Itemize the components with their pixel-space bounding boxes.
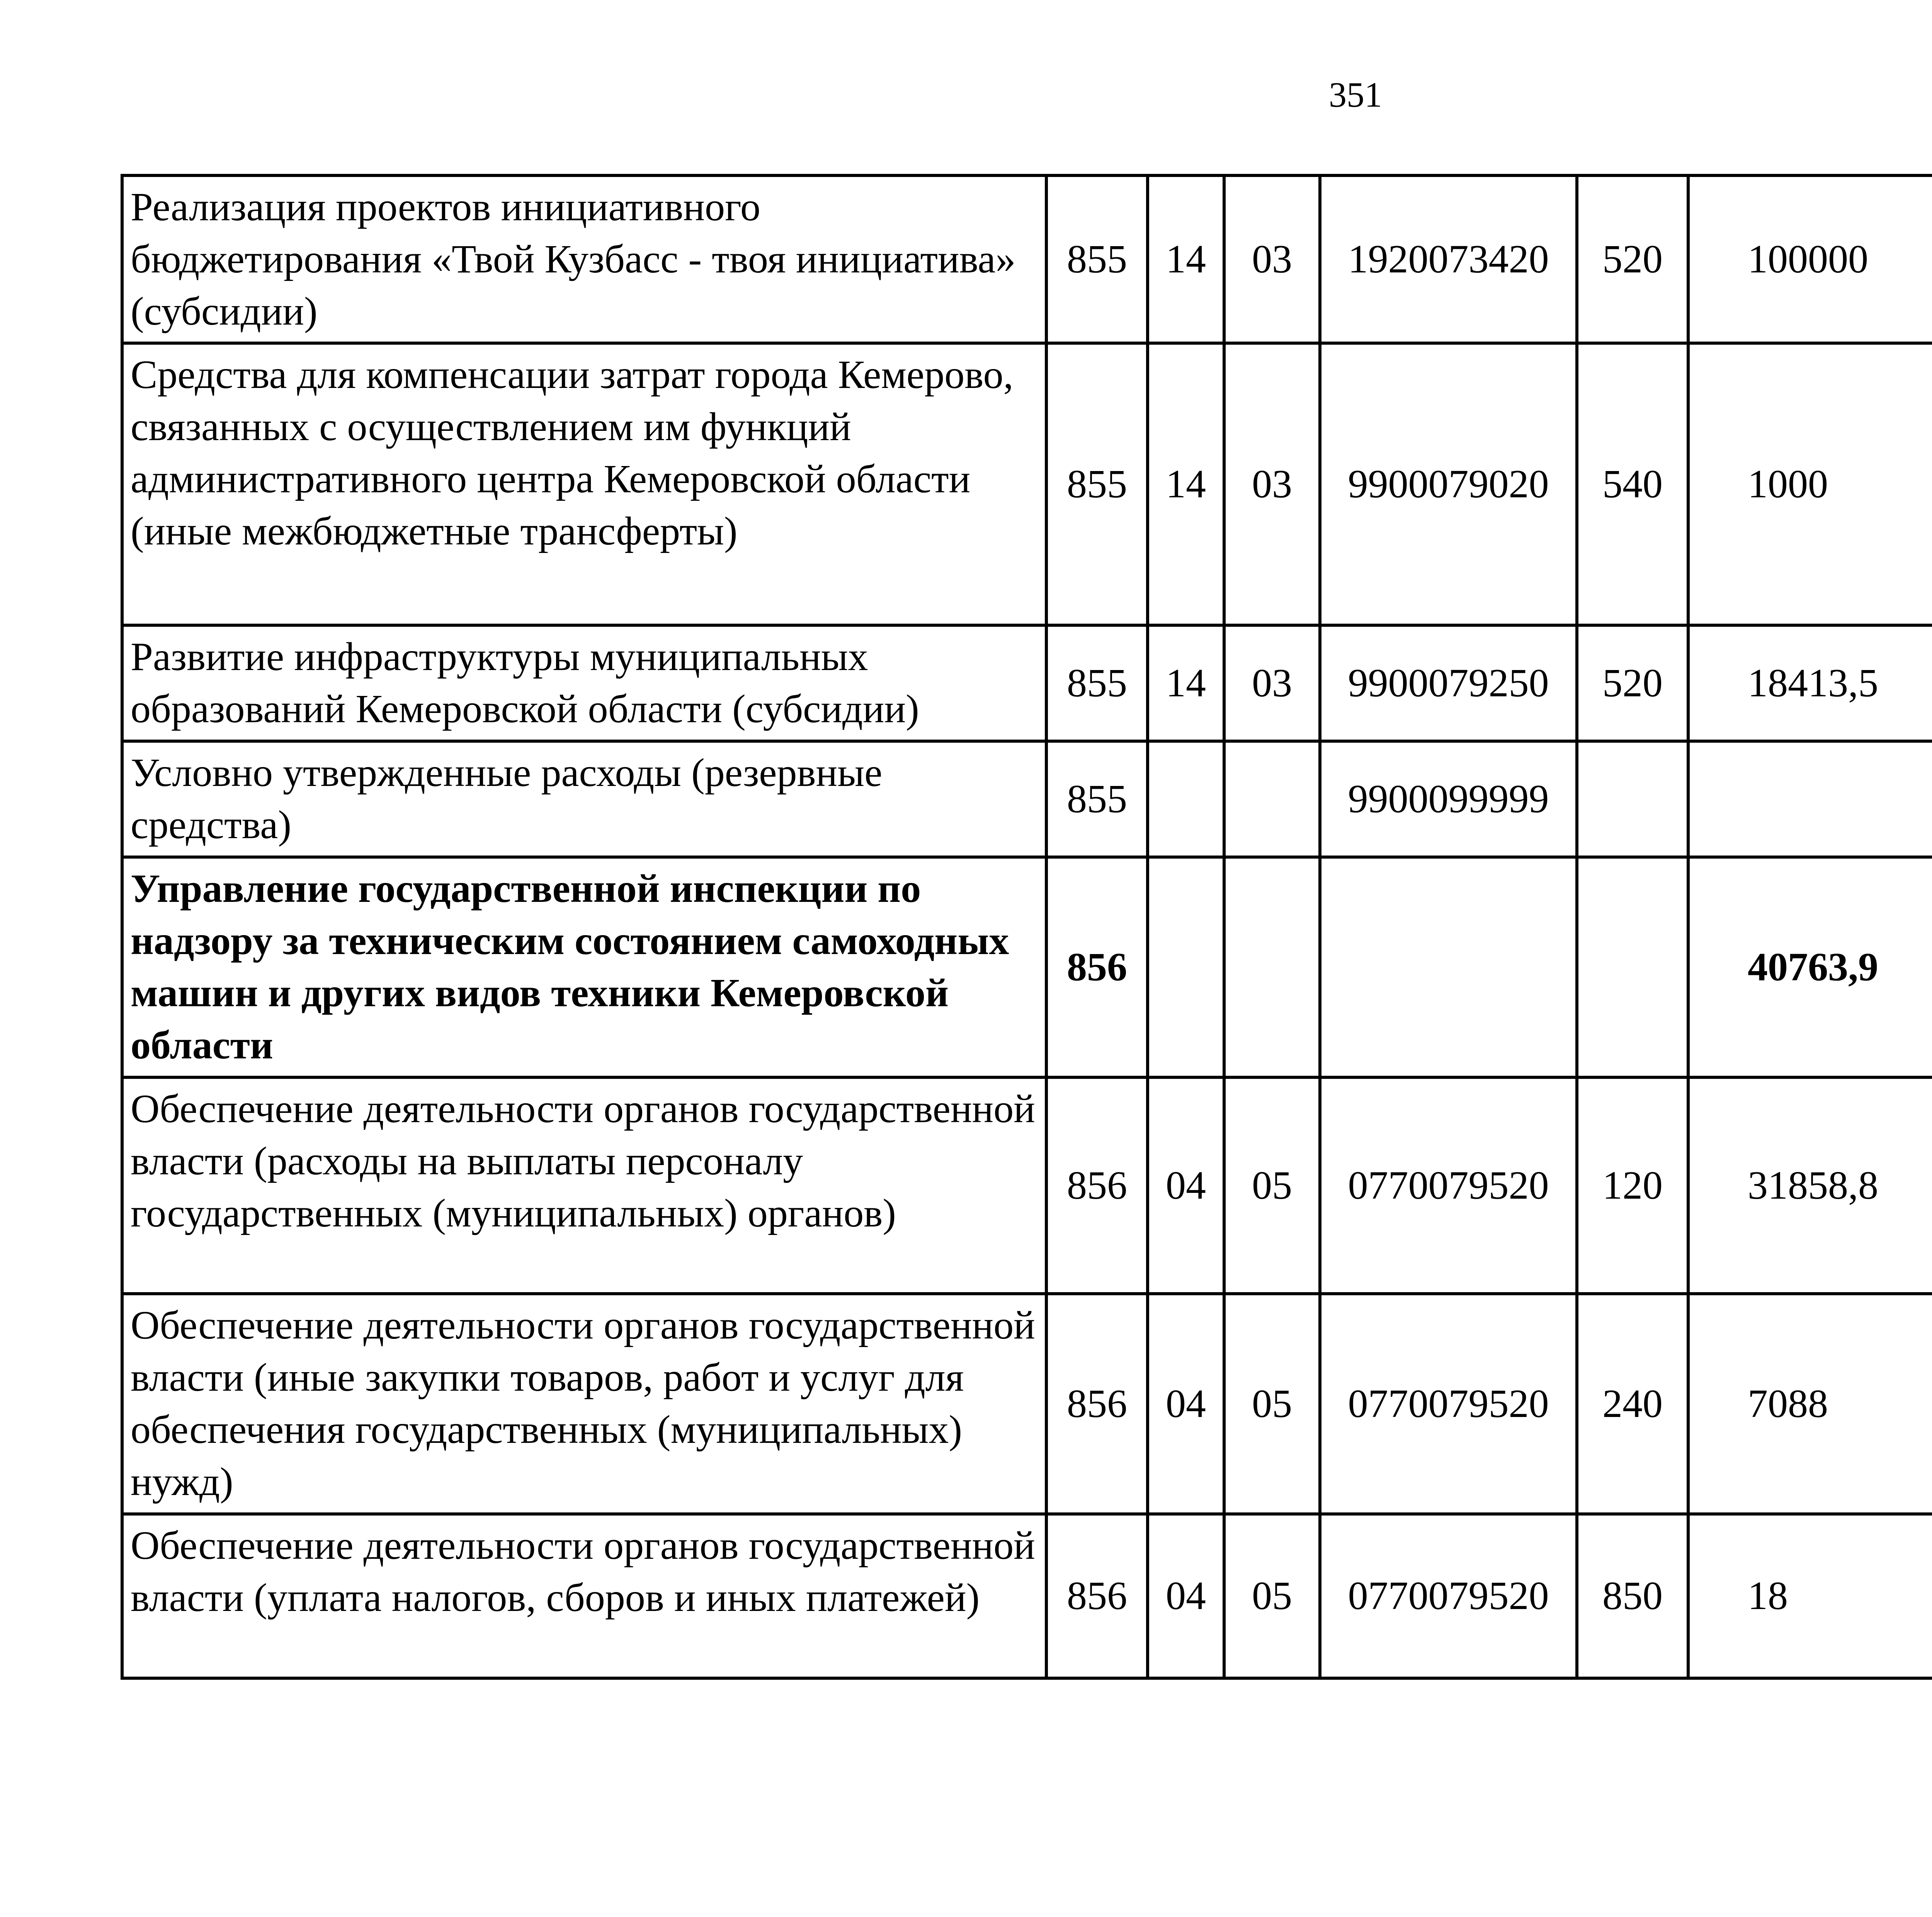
cell-ministry: 855: [1046, 625, 1148, 741]
cell-expense-type: 540: [1577, 343, 1688, 625]
cell-subsection: [1224, 741, 1320, 857]
cell-expense-type: 520: [1577, 625, 1688, 741]
cell-expense-type: 240: [1577, 1294, 1688, 1514]
cell-sum-1: 31858,8: [1688, 1077, 1932, 1294]
cell-section: 04: [1148, 1294, 1224, 1514]
cell-sum-1: 7088: [1688, 1294, 1932, 1514]
cell-target-article: 9900079250: [1320, 625, 1577, 741]
cell-subsection: 05: [1224, 1077, 1320, 1294]
cell-ministry: 856: [1046, 1294, 1148, 1514]
cell-subsection: 05: [1224, 1514, 1320, 1678]
table-row: [122, 857, 1932, 1077]
cell-description: Развитие инфраструктуры муниципальных образований Кемеровской области (субсидии): [122, 625, 1046, 741]
cell-description: Обеспечение деятельности органов государственной власти (уплата налогов, сборов и иных платежей): [122, 1514, 1046, 1678]
cell-target-article: 0770079520: [1320, 1294, 1577, 1514]
cell-section: 04: [1148, 1514, 1224, 1678]
cell-section: 14: [1148, 625, 1224, 741]
cell-section: [1148, 741, 1224, 857]
cell-subsection: 05: [1224, 1294, 1320, 1514]
table-body: [122, 175, 1932, 1678]
cell-target-article: 0770079520: [1320, 1077, 1577, 1294]
cell-sum-1: 40763,9: [1688, 857, 1932, 1077]
table-row: [122, 175, 1932, 343]
page-number: 351: [1329, 75, 1382, 114]
cell-subsection: 03: [1224, 175, 1320, 343]
cell-sum-1: 100000: [1688, 175, 1932, 343]
cell-target-article: 0770079520: [1320, 1514, 1577, 1678]
cell-expense-type: 120: [1577, 1077, 1688, 1294]
table-row: [122, 1514, 1932, 1678]
cell-description: Реализация проектов инициативного бюджетирования «Твой Кузбасс - твоя инициатива» (субсидии): [122, 175, 1046, 343]
cell-ministry: 855: [1046, 175, 1148, 343]
cell-sum-1: 18: [1688, 1514, 1932, 1678]
cell-subsection: 03: [1224, 343, 1320, 625]
cell-expense-type: 520: [1577, 175, 1688, 343]
cell-ministry: 856: [1046, 1514, 1148, 1678]
cell-description: Управление государственной инспекции по надзору за техническим состоянием самоходных машин и других видов техники Кемеровской области: [122, 857, 1046, 1077]
cell-section: 14: [1148, 175, 1224, 343]
cell-ministry: 855: [1046, 741, 1148, 857]
cell-sum-1: [1688, 741, 1932, 857]
cell-expense-type: [1577, 741, 1688, 857]
cell-target-article: 1920073420: [1320, 175, 1577, 343]
cell-expense-type: 850: [1577, 1514, 1688, 1678]
cell-target-article: 9900079020: [1320, 343, 1577, 625]
cell-section: 14: [1148, 343, 1224, 625]
cell-ministry: 856: [1046, 857, 1148, 1077]
cell-description: Обеспечение деятельности органов государственной власти (иные закупки товаров, работ и услуг для обеспечения государственных (муниципальных) нужд): [122, 1294, 1046, 1514]
cell-expense-type: [1577, 857, 1688, 1077]
table-row: [122, 343, 1932, 625]
table-row: [122, 1077, 1932, 1294]
cell-ministry: 855: [1046, 343, 1148, 625]
cell-sum-1: 18413,5: [1688, 625, 1932, 741]
cell-subsection: 03: [1224, 625, 1320, 741]
cell-description: Обеспечение деятельности органов государственной власти (расходы на выплаты персоналу государственных (муниципальных) органов): [122, 1077, 1046, 1294]
cell-description: Условно утвержденные расходы (резервные средства): [122, 741, 1046, 857]
budget-table: [121, 174, 1932, 1680]
cell-section: 04: [1148, 1077, 1224, 1294]
table-row: [122, 1294, 1932, 1514]
table-row: [122, 625, 1932, 741]
cell-ministry: 856: [1046, 1077, 1148, 1294]
cell-sum-1: 1000: [1688, 343, 1932, 625]
cell-section: [1148, 857, 1224, 1077]
cell-target-article: 9900099999: [1320, 741, 1577, 857]
cell-target-article: [1320, 857, 1577, 1077]
cell-subsection: [1224, 857, 1320, 1077]
cell-description: Средства для компенсации затрат города Кемерово, связанных с осуществлением им функций административного центра Кемеровской области (иные межбюджетные трансферты): [122, 343, 1046, 625]
table-row: [122, 741, 1932, 857]
